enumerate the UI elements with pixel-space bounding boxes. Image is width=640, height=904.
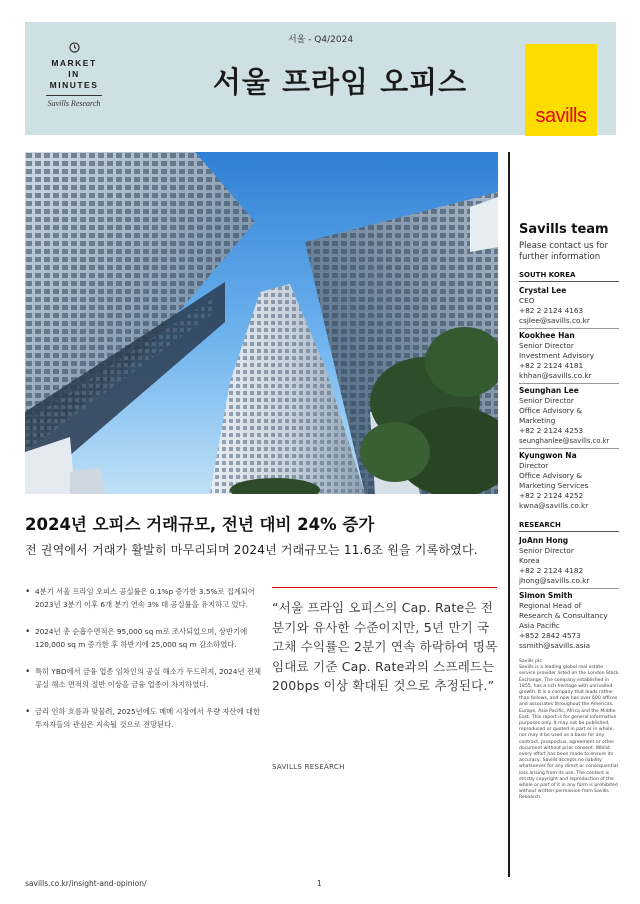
contact-line: Marketing [519,416,556,425]
contact-email[interactable]: csjlee@savills.co.kr [519,316,590,325]
contact-name: Crystal Lee [519,286,567,295]
contact-email[interactable]: kwna@savills.co.kr [519,501,589,510]
quote-divider [272,587,497,588]
list-item: • 4분기 서울 프라임 오피스 공실률은 0.1%p 증가한 3.5%로 집계되어 2023년 3분기 이후 6개 분기 연속 3% 대 공실률을 유지하고 있다. [25,586,263,611]
column-divider [508,152,510,877]
contact-email[interactable]: jhong@savills.co.kr [519,576,590,585]
contact-email[interactable]: ssmith@savills.asia [519,641,591,650]
team-title: Savills team [519,222,609,237]
section-label-research: RESEARCH [519,521,619,532]
contact-line: Office Advisory & [519,406,583,415]
contact-line: Research & Consultancy [519,611,608,620]
contact-name: Seunghan Lee [519,386,579,395]
contact-prompt: Please contact us for further information [519,241,609,262]
contact-line: +82 2 2124 4163 [519,306,584,315]
article-headline: 2024년 오피스 거래규모, 전년 대비 24% 증가 [25,515,375,534]
office-towers-photo [25,152,498,494]
header-band [25,22,616,135]
contact-line: +82 2 2124 4181 [519,361,584,370]
pull-quote: “서울 프라임 오피스의 Cap. Rate은 전 분기와 유사한 수준이지만, 5년 만기 국고채 수익률은 2분기 연속 하락하여 명목 임대료 기준 Cap. Rate과의 스프레드는 200bps 이상 확대된 것으로 추정된다.” [272,600,498,693]
contact-card [519,284,619,329]
contact-card [519,384,619,449]
list-item: • 금리 인하 흐름과 맞물려, 2025년에도 매매 시장에서 우량 자산에 대한 투자자들의 관심은 지속될 것으로 전망된다. [25,706,263,731]
disclaimer-text: Savills plc Savills is a leading global real estate service provider listed on the London Stock Exchange. The company established in 1855, has a rich heritage with unrivalled growth. It is a company that leads rather than follows, and now has over 600 offices and associates throughout the Americas, Europe, Asia Pacific, Africa and the Middle East. This report is for general informative purposes only. It may not be published, reproduced or quoted in part or in whole, nor may it be used as a basis for any contract, prospectus, agreement or other document without prior consent. Whilst every effort has been made to ensure its accuracy, Savills accepts no liability whatsoever for any direct or consequential loss arising from its use. The content is strictly copyright and reproduction of the whole or part of it in any form is prohibited without written permission from Savills Research. [519,659,619,801]
contact-line: CEO [519,296,535,305]
mim-brand: Savills Research [47,99,101,108]
contact-card [519,534,619,589]
savills-logo [525,44,597,136]
contact-line: Regional Head of [519,601,582,610]
contact-name: JoAnn Hong [519,536,569,545]
contact-card [519,329,619,384]
contact-line: Senior Director [519,341,574,350]
contact-line: Senior Director [519,396,574,405]
footer-link[interactable]: savills.co.kr/insight-and-opinion/ [25,879,147,888]
mim-divider [46,95,102,96]
mim-word-minutes: MINUTES [49,80,99,90]
report-subtitle: 서울 - Q4/2024 [287,35,354,45]
contact-line: Asia Pacific [519,621,560,630]
quote-source: SAVILLS RESEARCH [272,763,345,771]
market-in-minutes-badge [25,42,123,108]
report-title: 서울 프라임 오피스 [212,65,468,99]
section-label-south-korea: SOUTH KOREA [519,271,619,282]
contact-line: +82 2 2124 4253 [519,426,584,435]
contact-line: +82 2 2124 4252 [519,491,584,500]
contact-line: +82 2 2124 4182 [519,566,584,575]
sidebar-contacts [519,222,619,802]
mim-word-market: MARKET [51,58,97,68]
contact-line: +852 2842 4573 [519,631,581,640]
contact-name: Simon Smith [519,591,573,600]
contact-line: Marketing Services [519,481,589,490]
contact-line: Senior Director [519,546,574,555]
article-lead: 전 권역에서 거래가 활발히 마무리되며 2024년 거래규모는 11.6조 원을 기록하였다. [25,543,478,557]
contact-line: Korea [519,556,540,565]
list-item: • 2024년 총 순흡수면적은 95,000 sq m로 조사되었으며, 상반기에 120,000 sq m 증가한 후 하반기에 25,000 sq m 감소하였다. [25,626,263,651]
bullet-list [25,586,263,746]
contact-email[interactable]: seunghanlee@savills.co.kr [519,437,610,445]
savills-logo-text: savills [535,105,587,127]
contact-card [519,449,619,513]
contact-card [519,589,619,653]
page-number: 1 [317,879,322,888]
contact-line: Director [519,461,549,470]
list-item: • 특히 YBD에서 금융 업종 임차인의 공실 해소가 두드러져, 2024년 전체 공실 해소 면적의 절반 이상을 금융 업종이 차지하였다. [25,666,263,691]
contact-name: Kyungwon Na [519,451,577,460]
contact-line: Office Advisory & [519,471,583,480]
contact-email[interactable]: khhan@savills.co.kr [519,371,592,380]
contact-name: Kookhee Han [519,331,575,340]
mim-word-in: IN [68,69,80,79]
contact-line: Investment Advisory [519,351,595,360]
